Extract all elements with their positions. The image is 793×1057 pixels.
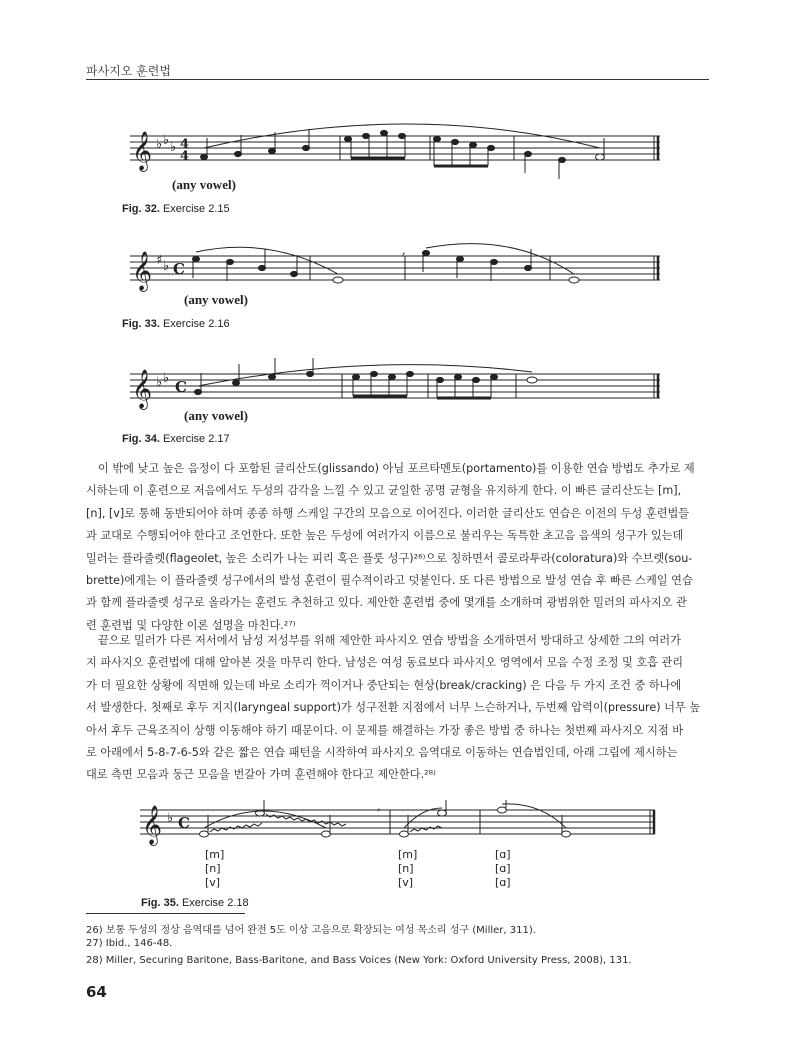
svg-text:C: C bbox=[173, 260, 185, 278]
running-header: 파사지오 훈련법 bbox=[86, 64, 171, 78]
svg-text:♭: ♭ bbox=[163, 371, 170, 386]
svg-text:C: C bbox=[175, 378, 187, 396]
text-line: 밀러는 플라줄렛(flageolet, 높은 소리가 나는 피리 혹은 플룻 성구)²⁶⁾으로 칭하면서 콜로라투라(coloratura)와 수브렛(sou- bbox=[86, 551, 693, 565]
svg-text:4: 4 bbox=[180, 137, 190, 152]
figure-vowel-label: (any vowel) bbox=[184, 408, 248, 423]
figure-caption bbox=[141, 897, 249, 909]
text-line: 대로 측면 모음과 둥근 모음을 번갈아 가며 훈련해야 한다고 제안한다.²⁸⁾ bbox=[86, 768, 436, 782]
svg-text:𝄞: 𝄞 bbox=[142, 805, 163, 845]
score-exercise-2-17 bbox=[130, 358, 665, 413]
figure-label: Fig. 33. bbox=[122, 318, 160, 330]
footnote-rule bbox=[86, 913, 245, 914]
svg-text:4: 4 bbox=[180, 149, 190, 164]
figure-title: Exercise 2.15 bbox=[162, 203, 230, 215]
figure-caption bbox=[122, 203, 230, 215]
header-rule bbox=[86, 79, 709, 80]
figure-caption bbox=[122, 318, 230, 330]
svg-text:♭: ♭ bbox=[167, 811, 174, 826]
svg-text:C: C bbox=[178, 814, 190, 832]
svg-text:♭: ♭ bbox=[163, 133, 170, 148]
phonetic-symbol: [ɑ] bbox=[495, 876, 511, 889]
figure-vowel-label: (any vowel) bbox=[172, 177, 236, 192]
text-line: 련 훈련법 및 다양한 이론 설명을 마친다.²⁷⁾ bbox=[86, 618, 296, 632]
figure-title: Exercise 2.16 bbox=[162, 318, 230, 330]
footnote: 26) 보통 두성의 정상 음역대를 넘어 완전 5도 이상 고음으로 확장되는 여성 목소리 성구 (Miller, 311). bbox=[86, 925, 536, 936]
text-line: 지 파사지오 훈련법에 대해 알아본 것을 마무리 한다. 남성은 여성 동료보다 파사지오 영역에서 모음 수정 조정 및 호흡 관리 bbox=[86, 656, 684, 670]
phonetic-symbol: [ɑ] bbox=[495, 848, 511, 861]
phonetic-symbol: [n] bbox=[205, 862, 221, 875]
svg-text:,: , bbox=[377, 800, 381, 813]
phonetic-column-2 bbox=[398, 848, 417, 890]
text-line: 아서 후두 근육조직이 상행 이동해야 하기 때문이다. 이 문제를 해결하는 가장 좋은 방법 중 하나는 첫번째 파사지오 지점 바 bbox=[86, 723, 684, 737]
phonetic-symbol: [v] bbox=[205, 876, 221, 889]
svg-text:,: , bbox=[402, 243, 406, 257]
body-paragraph-1 bbox=[86, 458, 709, 637]
phonetic-symbol: [n] bbox=[398, 862, 414, 875]
score-exercise-2-16 bbox=[130, 240, 665, 295]
text-line: 끝으로 밀러가 다른 저서에서 남성 저성부를 위해 제안한 파사지오 연습 방법을 소개하면서 방대하고 상세한 그의 여러가 bbox=[98, 634, 681, 647]
phonetic-symbol: [m] bbox=[398, 848, 418, 861]
svg-text:♭: ♭ bbox=[170, 140, 177, 155]
text-line: brette)에게는 이 플라줄렛 성구에서의 발성 훈련이 필수적이라고 덧붙인다. 또 다른 방법으로 발성 연습 후 빠른 스케일 연습 bbox=[86, 574, 693, 588]
figure-label: Fig. 32. bbox=[122, 203, 160, 215]
text-line: 가 더 필요한 상황에 직면해 있는데 바로 소리가 꺽이거나 중단되는 현상(break/cracking) 은 다음 두 가지 조건 중 하나에 bbox=[86, 678, 682, 692]
text-line: 시하는데 이 훈련으로 저음에서도 두성의 감각을 느낄 수 있고 균일한 공명 균형을 유지하게 한다. 이 빠른 글리산도는 [m], bbox=[86, 484, 682, 498]
page-number: 64 bbox=[86, 983, 107, 1001]
phonetic-symbol: [v] bbox=[398, 876, 414, 889]
text-line: [n], [v]로 통해 동반되어야 하며 종종 하행 스케일 구간의 모음으로 이어진다. 이러한 글리산도 연습은 이전의 두성 훈련법들 bbox=[86, 506, 690, 520]
svg-text:♭: ♭ bbox=[156, 137, 163, 152]
phonetic-symbol: [m] bbox=[205, 848, 225, 861]
phonetic-column-1 bbox=[205, 848, 224, 890]
footnote: 28) Miller, Securing Baritone, Bass-Baritone, and Bass Voices (New York: Oxford University Press, 2008), 131. bbox=[86, 955, 632, 966]
figure-title: Exercise 2.18 bbox=[181, 897, 249, 909]
text-line: 서 발생한다. 첫째로 후두 지지(laryngeal support)가 성구전환 지점에서 너무 느슨하거나, 두번째 압력이(pressure) 너무 높 bbox=[86, 701, 701, 715]
footnote: 27) Ibid., 146-48. bbox=[86, 938, 173, 949]
svg-text:𝄞: 𝄞 bbox=[132, 251, 153, 291]
body-paragraph-2 bbox=[86, 630, 709, 787]
figure-vowel-label: (any vowel) bbox=[184, 292, 248, 307]
svg-text:♭: ♭ bbox=[156, 375, 163, 390]
figure-label: Fig. 35. bbox=[141, 897, 179, 909]
svg-text:♭: ♭ bbox=[163, 259, 170, 274]
figure-label: Fig. 34. bbox=[122, 433, 160, 445]
svg-text:𝄞: 𝄞 bbox=[132, 369, 153, 409]
text-line: 로 아래에서 5-8-7-6-5와 같은 짧은 연습 패턴을 시작하여 파사지오 음역대로 이동하는 연습법인데, 아래 그림에 제시하는 bbox=[86, 746, 678, 760]
score-exercise-2-18 bbox=[140, 800, 665, 848]
svg-text:♯: ♯ bbox=[156, 253, 163, 268]
svg-text:𝄞: 𝄞 bbox=[132, 131, 153, 171]
score-exercise-2-15 bbox=[130, 118, 665, 180]
figure-title: Exercise 2.17 bbox=[162, 433, 230, 445]
text-line: 이 밖에 낮고 높은 음정이 다 포함된 글리산도(glissando) 아님 포르타멘토(portamento)를 이용한 연습 방법도 추가로 제 bbox=[98, 462, 695, 475]
text-line: 과 함께 플라줄렛 성구로 올라가는 훈련도 추천하고 있다. 제안한 훈련법 중에 몇개를 소개하며 광범위한 밀러의 파사지오 관 bbox=[86, 596, 687, 610]
phonetic-symbol: [ɑ] bbox=[495, 862, 511, 875]
phonetic-column-3 bbox=[495, 848, 511, 890]
figure-caption bbox=[122, 433, 230, 445]
text-line: 과 교대로 수행되어야 한다고 조언한다. 또한 높은 두성에 여러가지 이름으로 불리우는 독특한 초고음 음색의 성구가 있는데 bbox=[86, 529, 684, 543]
